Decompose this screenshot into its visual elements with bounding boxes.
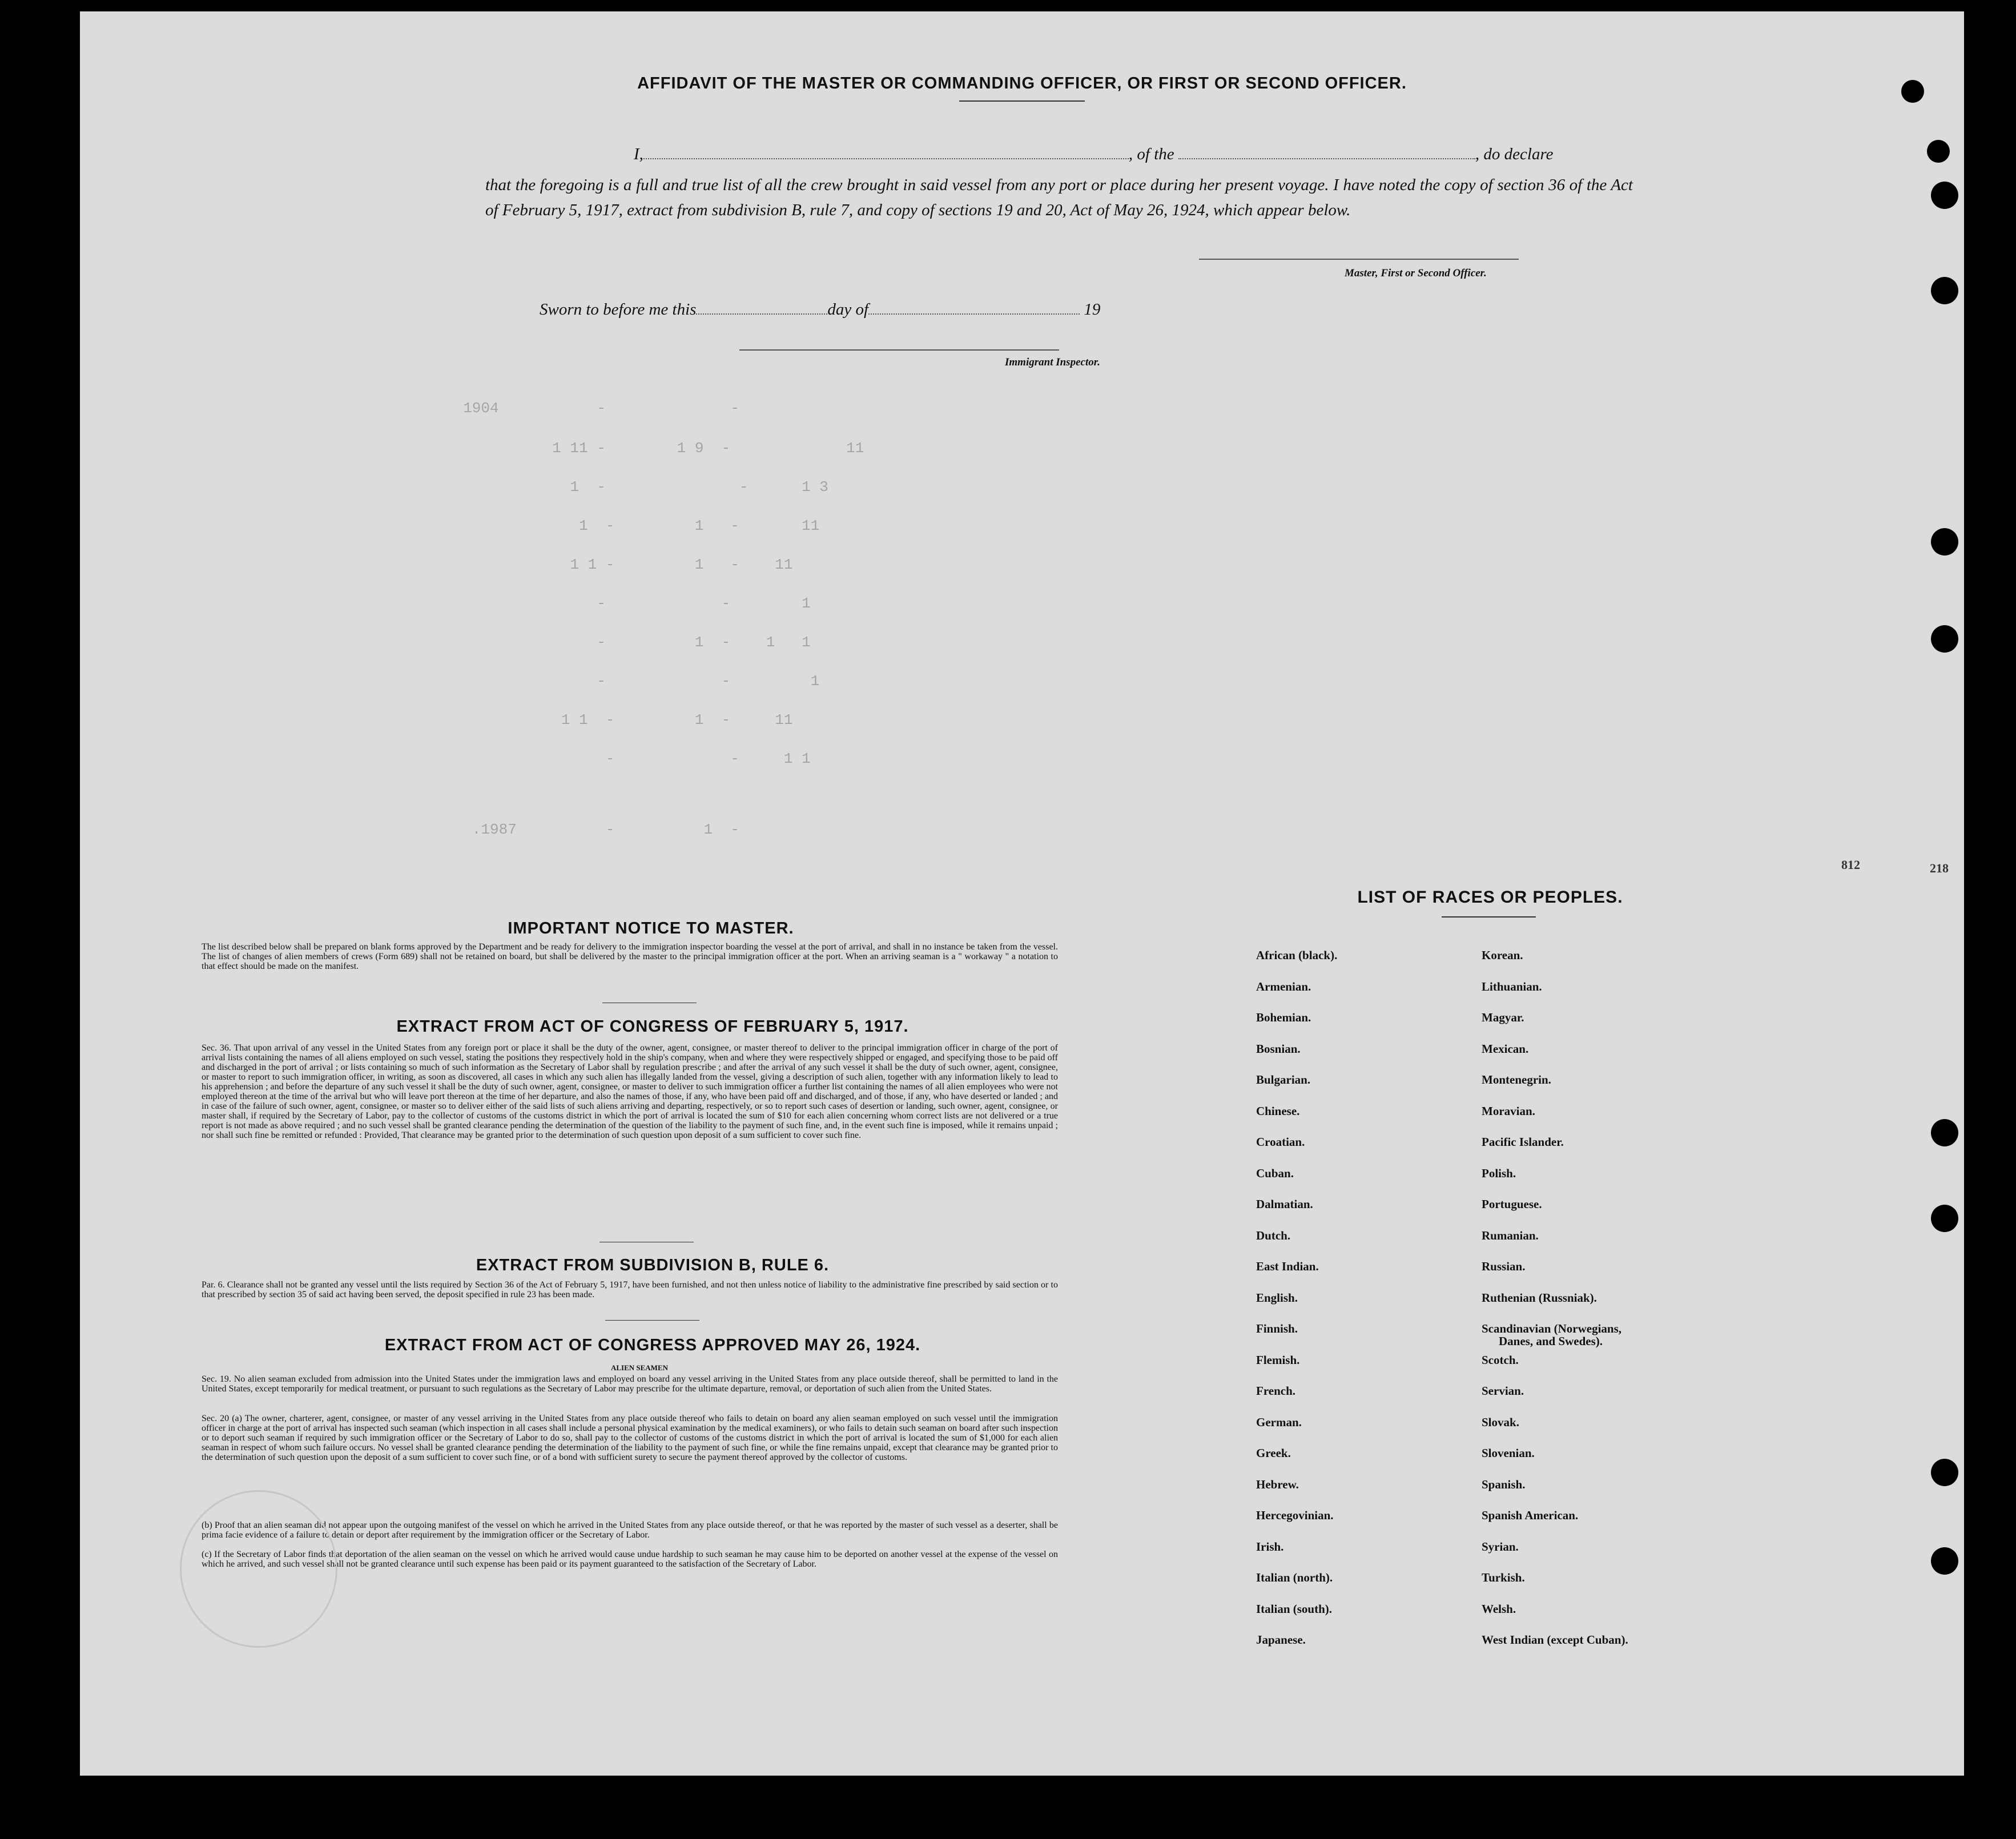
races-title: LIST OF RACES OR PEOPLES.	[1357, 888, 1623, 907]
ghost-row: - - 1	[445, 595, 828, 612]
ghost-row	[445, 789, 819, 806]
extract-1924-title: EXTRACT FROM ACT OF CONGRESS APPROVED MAY 26, 1924.	[384, 1336, 921, 1354]
race-item: Bohemian.	[1256, 1011, 1311, 1024]
month-blank	[868, 300, 1080, 315]
ghost-row: - - 1 1	[445, 750, 828, 767]
punch-hole	[1931, 625, 1958, 653]
punch-hole	[1931, 528, 1958, 556]
race-item: Irish.	[1256, 1540, 1284, 1554]
race-item: Magyar.	[1482, 1011, 1524, 1024]
sec20a-text: Sec. 20 (a) The owner, charterer, agent, consignee, or master of any vessel arriving in the United States from any place outside thereof who fails to detain on board any alien seaman employed on such vessel until the immigration officer in charge at the port of arrival has inspected such seaman (which inspection in all cases shall include a personal physical examination by the medical examiners), or who fails to detain such seaman on board after such inspection or to deport such seaman if required by such immigration officer or the Secretary of Labor to do so, shall pay to the collector of customs of the customs district in which the port of arrival is located the sum of $1,000 for each alien seaman in respect of whom such failure occurs. No vessel shall be granted clearance pending the determination of the liability to the payment of such fine, or while the fine remains unpaid, except that clearance may be granted prior to the determination of such question upon the deposit of a sum sufficient to cover such fine, or of a bond with sufficient surety to secure the payment thereof approved by the collector of customs.	[202, 1414, 1058, 1462]
race-item: Dalmatian.	[1256, 1197, 1313, 1211]
punch-hole	[1931, 182, 1958, 209]
affidavit-title: AFFIDAVIT OF THE MASTER OR COMMANDING OFFICER, OR FIRST OR SECOND OFFICER.	[637, 74, 1407, 92]
race-item: Rumanian.	[1482, 1229, 1539, 1242]
alien-seamen-subtitle: ALIEN SEAMEN	[610, 1363, 669, 1372]
sec20c-text: (c) If the Secretary of Labor finds that deportation of the alien seaman on the vessel on which he arrived would cause undue hardship to such seaman he may cause him to be deported on another vessel at the expense of the vessel on which he arrived, and such vessel shall not be granted clearance until such expense has been paid or its payment guaranteed to the satisfaction of the Secretary of Labor.	[202, 1550, 1058, 1569]
inspector-signature-line	[739, 349, 1059, 351]
race-item: Spanish.	[1482, 1478, 1526, 1491]
notice-title: IMPORTANT NOTICE TO MASTER.	[508, 919, 794, 937]
race-item: Dutch.	[1256, 1229, 1291, 1242]
sworn-text-a: Sworn to before me this	[540, 300, 697, 319]
race-item: Ruthenian (Russniak).	[1482, 1291, 1597, 1305]
race-item: Italian (south).	[1256, 1602, 1333, 1616]
margin-mark-b: 218	[1930, 861, 1949, 875]
name-blank	[643, 144, 1129, 159]
ghost-row: 1 - 1 - 11	[445, 517, 838, 534]
sec19-text: Sec. 19. No alien seaman excluded from admission into the United States under the immigration laws and employed on board any vessel arriving in the United States from any place outside thereof, shall be permitted to land in the United States, except temporarily for medical treatment, or pursuant to such regulations as the Secretary of Labor may prescribe for the ultimate departure, removal, or deportation of such alien from the United States.	[202, 1374, 1058, 1394]
race-item: Croatian.	[1256, 1135, 1305, 1149]
ghost-row: 1904 - -	[445, 400, 864, 417]
notice-text: The list described below shall be prepared on blank forms approved by the Department and be ready for delivery to the immigration inspector boarding the vessel at the port of arrival, and shall in no instance be taken from the vessel. The list of changes of alien members of crews (Form 689) shall not be retained on board, but shall be delivered by the master to the principal immigration officer at the port. When an arriving seaman is a " workaway " a notation to that effect should be made on the manifest.	[202, 942, 1058, 971]
ghost-row: 1 - - 1 3	[445, 478, 838, 496]
sworn-year: 19	[1084, 300, 1101, 319]
race-item: Bosnian.	[1256, 1042, 1301, 1056]
race-item: Portuguese.	[1482, 1197, 1542, 1211]
race-item: Lithuanian.	[1482, 980, 1542, 993]
ghost-row: 1 1 - 1 - 11	[445, 711, 828, 729]
vessel-blank	[1178, 144, 1475, 159]
race-item: French.	[1256, 1384, 1296, 1398]
title-underline	[959, 100, 1085, 102]
race-item: Servian.	[1482, 1384, 1524, 1398]
punch-hole	[1931, 277, 1958, 304]
punch-hole	[1931, 1205, 1958, 1232]
punch-hole	[1927, 140, 1950, 163]
race-item: Hebrew.	[1256, 1478, 1299, 1491]
master-signature-line	[1199, 259, 1519, 260]
race-item: Slovenian.	[1482, 1446, 1535, 1460]
sec20b-text: (b) Proof that an alien seaman did not appear upon the outgoing manifest of the vessel on which he arrived in the United States from any place outside thereof, or that he was reported by the master of such vessel as a deserter, shall be prima facie evidence of a failure to detain or deport after requirement by the immigration officer or the Secretary of Labor.	[202, 1520, 1058, 1540]
ghost-row: .1987 - 1 -	[445, 821, 828, 838]
race-item: Pacific Islander.	[1482, 1135, 1564, 1149]
ghost-row: - 1 - 1 1	[445, 634, 828, 651]
race-item: Russian.	[1482, 1259, 1526, 1273]
race-item: Polish.	[1482, 1166, 1516, 1180]
race-item: West Indian (except Cuban).	[1482, 1633, 1628, 1647]
extract-1917-text: Sec. 36. That upon arrival of any vessel in the United States from any foreign port or place it shall be the duty of the owner, agent, consignee, or master thereof to deliver to the principal immigration officer in charge of the port of arrival lists containing the names of all aliens employed on such vessel, stating the positions they respectively hold in the ship's company, when and where they were respectively shipped or engaged, and specifying those to be paid off and discharged in the port of arrival ; or lists containing so much of such information as the Secretary of Labor shall by regulation prescribe ; and after the arrival of any such vessel it shall be the duty of such owner, agent, consignee, or master to report to such immigration officer, in writing, as soon as discovered, all cases in which any such alien has illegally landed from the vessel, giving a description of such alien, together with any information likely to lead to his apprehension ; and before the departure of any such vessel it shall be the duty of such owner, agent, consignee, or master to deliver to such immigration officer a further list containing the names of all alien employees who were not employed thereon at the time of the arrival but who will leave port thereon at the time of her departure, and also the names of those, if any, who have been paid off and discharged, and of those, if any, who have deserted or landed ; and in case of the failure of such owner, agent, consignee, or master so to deliver either of the said lists of such aliens arriving and departing, respectively, or so to report such cases of desertion or landing, such owner, agent, consignee, or master shall, if required by the Secretary of Labor, pay to the collector of customs of the customs district in which the port of arrival is located the sum of $10 for each alien concerning whom correct lists are not delivered or a true report is not made as above required ; and no such vessel shall be granted clearance pending the determination of the question of the liability to the payment of such fine, and, in the event such fine is imposed, while it remains unpaid ; nor shall such fine be remitted or refunded : Provided, That clearance may be granted prior to the determination of such question upon deposit of a sum sufficient to cover such fine.	[202, 1043, 1058, 1140]
race-item: Welsh.	[1482, 1602, 1516, 1616]
affidavit-declaration-line	[485, 142, 1633, 167]
master-label: Master, First or Second Officer.	[1345, 267, 1487, 279]
race-item: English.	[1256, 1291, 1298, 1305]
races-title-underline	[1442, 916, 1536, 918]
race-item: Bulgarian.	[1256, 1073, 1311, 1087]
day-blank	[696, 300, 827, 315]
ghost-row: 1 11 - 1 9 - 11	[445, 440, 864, 457]
margin-mark-a: 812	[1841, 858, 1860, 872]
rule6-text: Par. 6. Clearance shall not be granted any vessel until the lists required by Section 36 of the Act of February 5, 1917, have been furnished, and not then unless notice of liability to the administrative fine prescribed by said section or to that prescribed by section 35 of said act having been served, the deposit specified in rule 23 has been made.	[202, 1280, 1058, 1299]
race-item: Korean.	[1482, 948, 1523, 962]
race-item-scandinavian	[1482, 1322, 1621, 1347]
race-item: Flemish.	[1256, 1353, 1300, 1367]
race-item: Slovak.	[1482, 1415, 1519, 1429]
race-item-line1: Scandinavian (Norwegians,	[1482, 1322, 1622, 1335]
race-item: Syrian.	[1482, 1540, 1519, 1554]
decl-declare: , do declare	[1475, 145, 1554, 163]
punch-hole	[1931, 1119, 1958, 1146]
race-item-line2: Danes, and Swedes).	[1499, 1334, 1603, 1348]
sworn-line	[540, 297, 1282, 322]
ghost-row: - - 1	[445, 673, 828, 690]
rule6-title: EXTRACT FROM SUBDIVISION B, RULE 6.	[476, 1256, 830, 1274]
race-item: Scotch.	[1482, 1353, 1519, 1367]
race-item: Spanish American.	[1482, 1508, 1579, 1522]
punch-hole	[1901, 80, 1924, 103]
race-item: Italian (north).	[1256, 1571, 1333, 1584]
race-item: Japanese.	[1256, 1633, 1306, 1647]
ghost-row: 1 1 - 1 - 11	[445, 556, 828, 573]
embossed-seal	[180, 1490, 337, 1648]
race-item: Cuban.	[1256, 1166, 1294, 1180]
decl-i: I,	[634, 145, 643, 163]
divider	[605, 1320, 699, 1321]
race-item: Moravian.	[1482, 1104, 1535, 1118]
decl-of: , of the	[1128, 145, 1174, 163]
race-item: Turkish.	[1482, 1571, 1525, 1584]
race-item: Mexican.	[1482, 1042, 1529, 1056]
race-item: Finnish.	[1256, 1322, 1298, 1335]
race-item: Armenian.	[1256, 980, 1311, 993]
race-item: East Indian.	[1256, 1259, 1319, 1273]
race-item: Chinese.	[1256, 1104, 1300, 1118]
race-item: African (black).	[1256, 948, 1338, 962]
extract-1917-title: EXTRACT FROM ACT OF CONGRESS OF FEBRUARY 5, 1917.	[396, 1017, 909, 1036]
race-item: Greek.	[1256, 1446, 1291, 1460]
sworn-text-b: day of	[827, 300, 869, 319]
punch-hole	[1931, 1547, 1958, 1575]
race-item: Montenegrin.	[1482, 1073, 1551, 1087]
punch-hole	[1931, 1459, 1958, 1486]
document-page	[80, 11, 1964, 1776]
inspector-label: Immigrant Inspector.	[1005, 356, 1100, 368]
affidavit-text: that the foregoing is a full and true list of all the crew brought in said vessel from any port or place during her present voyage. I have noted the copy of section 36 of the Act of February 5, 1917, extract from subdivision B, rule 7, and copy of sections 19 and 20, Act of May 26, 1924, which appear below.	[485, 176, 1633, 219]
race-item: German.	[1256, 1415, 1302, 1429]
race-item: Hercegovinian.	[1256, 1508, 1334, 1522]
